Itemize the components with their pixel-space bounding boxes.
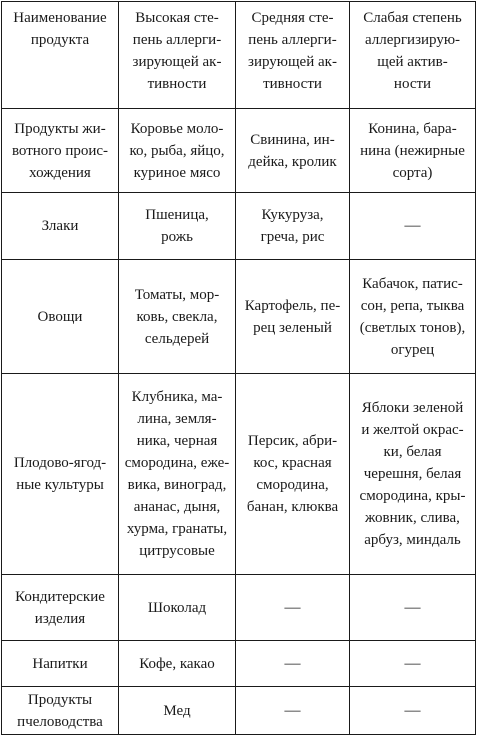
cell-low: — [350,687,476,735]
cell-product: Продукты жи- вотного проис- хождения [2,109,119,193]
table-row [2,374,476,575]
cell-low: — [350,641,476,687]
header-high-activity: Высокая сте- пень аллерги- зирующей ак- тивности [119,2,236,109]
cell-medium: Кукуруза, греча, рис [236,193,350,260]
cell-medium: Картофель, пе- рец зеленый [236,260,350,374]
cell-high: Пшеница, рожь [119,193,236,260]
header-product-name: Наименование продукта [2,2,119,109]
cell-low: — [350,575,476,641]
cell-high: Коровье моло- ко, рыба, яйцо, куриное мясо [119,109,236,193]
cell-product: Овощи [2,260,119,374]
table-row [2,687,476,735]
cell-product: Плодово-ягод- ные культуры [2,374,119,575]
cell-medium: — [236,641,350,687]
table-header-row [2,2,476,109]
table-row [2,260,476,374]
table-row [2,641,476,687]
cell-high: Шоколад [119,575,236,641]
cell-medium: — [236,575,350,641]
table-row [2,109,476,193]
cell-low: Яблоки зеленой и желтой окрас- ки, белая черешня, белая смородина, кры- жовник, слива, арбуз, миндаль [350,374,476,575]
header-medium-activity: Средняя сте- пень аллерги- зирующей ак- тивности [236,2,350,109]
cell-low: Кабачок, патис- сон, репа, тыква (светлых тонов), огурец [350,260,476,374]
cell-medium: Свинина, ин- дейка, кролик [236,109,350,193]
cell-product: Продукты пчеловодства [2,687,119,735]
cell-high: Кофе, какао [119,641,236,687]
table-row [2,575,476,641]
cell-high: Мед [119,687,236,735]
cell-medium: — [236,687,350,735]
cell-product: Кондитерские изделия [2,575,119,641]
cell-medium: Персик, абри- кос, красная смородина, банан, клюква [236,374,350,575]
cell-high: Клубника, ма- лина, земля- ника, черная смородина, еже- вика, виноград, ананас, дыня, хурма, гранаты, цитрусовые [119,374,236,575]
allergen-activity-table [1,1,476,735]
cell-product: Злаки [2,193,119,260]
header-low-activity: Слабая степень аллергизирую- щей актив- ности [350,2,476,109]
cell-high: Томаты, мор- ковь, свекла, сельдерей [119,260,236,374]
cell-low: Конина, бара- нина (нежирные сорта) [350,109,476,193]
table-row [2,193,476,260]
cell-low: — [350,193,476,260]
cell-product: Напитки [2,641,119,687]
